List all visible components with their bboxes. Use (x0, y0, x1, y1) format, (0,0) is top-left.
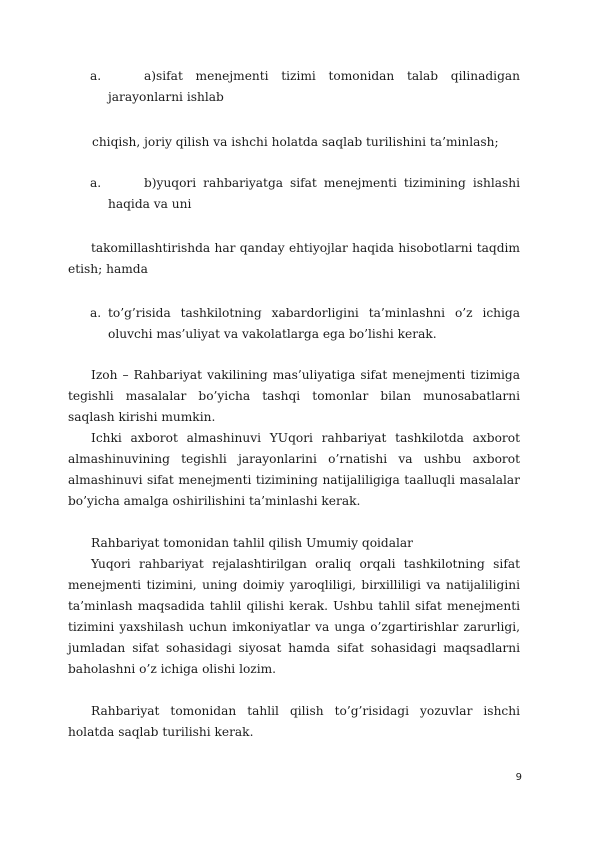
paragraph-note: Izoh – Rahbariyat vakilining mas’uliyatiga sifat menejmenti tizimiga tegishli masalalar bo’yicha tashqi tomonlar bilan munosabatlarni saqlash kirishi mumkin. (68, 368, 520, 424)
list-item-text: b)yuqori rahbariyatga sifat menejmenti tizimining ishlashi (144, 176, 520, 190)
paragraph-review-records: Rahbariyat tomonidan tahlil qilish to’g’risidagi yozuvlar ishchi holatda saqlab turilishi kerak. (68, 704, 520, 739)
paragraph-internal-communication: Ichki axborot almashinuvi YUqori rahbariyat tashkilotda axborot almashinuvining tegishli jarayonlarini o’rnatishi va ushbu axborot almashinuvi sifat menejmenti tizimining natijaliligiga taalluqli masalalar bo’yicha amalga oshirilishini ta’minlashi kerak. (68, 431, 520, 508)
list-item-text: to’g’risida tashkilotning xabardorligini ta’minlashni o’z ichiga (108, 306, 520, 320)
list-marker: a. (90, 69, 102, 83)
list-item (90, 303, 520, 345)
paragraph: takomillashtirishda har qanday ehtiyojlar haqida hisobotlarni taqdim etish; hamda (68, 241, 520, 276)
list-item (90, 66, 520, 108)
list-item-text: a)sifat menejmenti tizimi tomonidan talab qilinadigan (144, 69, 520, 83)
list-item-text: haqida va uni (108, 197, 192, 211)
section-heading: Rahbariyat tomonidan tahlil qilish Umumiy qoidalar (91, 536, 413, 550)
page-number: 9 (515, 772, 522, 783)
continuation-text: chiqish, joriy qilish va ishchi holatda saqlab turilishini ta’minlash; (92, 135, 499, 149)
list-item-text: oluvchi mas’uliyat va vakolatlarga ega bo’lishi kerak. (108, 327, 437, 341)
list-item-text: jarayonlarni ishlab (108, 90, 224, 104)
list-item (90, 173, 520, 215)
list-marker: a. (90, 306, 102, 320)
paragraph-management-review: Yuqori rahbariyat rejalashtirilgan oraliq orqali tashkilotning sifat menejmenti tizimini, uning doimiy yaroqliligi, birxilliligi va natijaliligini ta’minlash maqsadida tahlil qilishi kerak. Ushbu tahlil sifat menejmenti tizimini yaxshilash uchun imkoniyatlar va unga o’zgartirishlar zarurligi, jumladan sifat sohasidagi siyosat hamda sifat sohasidagi maqsadlarni baholashni o’z ichiga olishi lozim. (68, 557, 520, 676)
list-marker: a. (90, 176, 102, 190)
